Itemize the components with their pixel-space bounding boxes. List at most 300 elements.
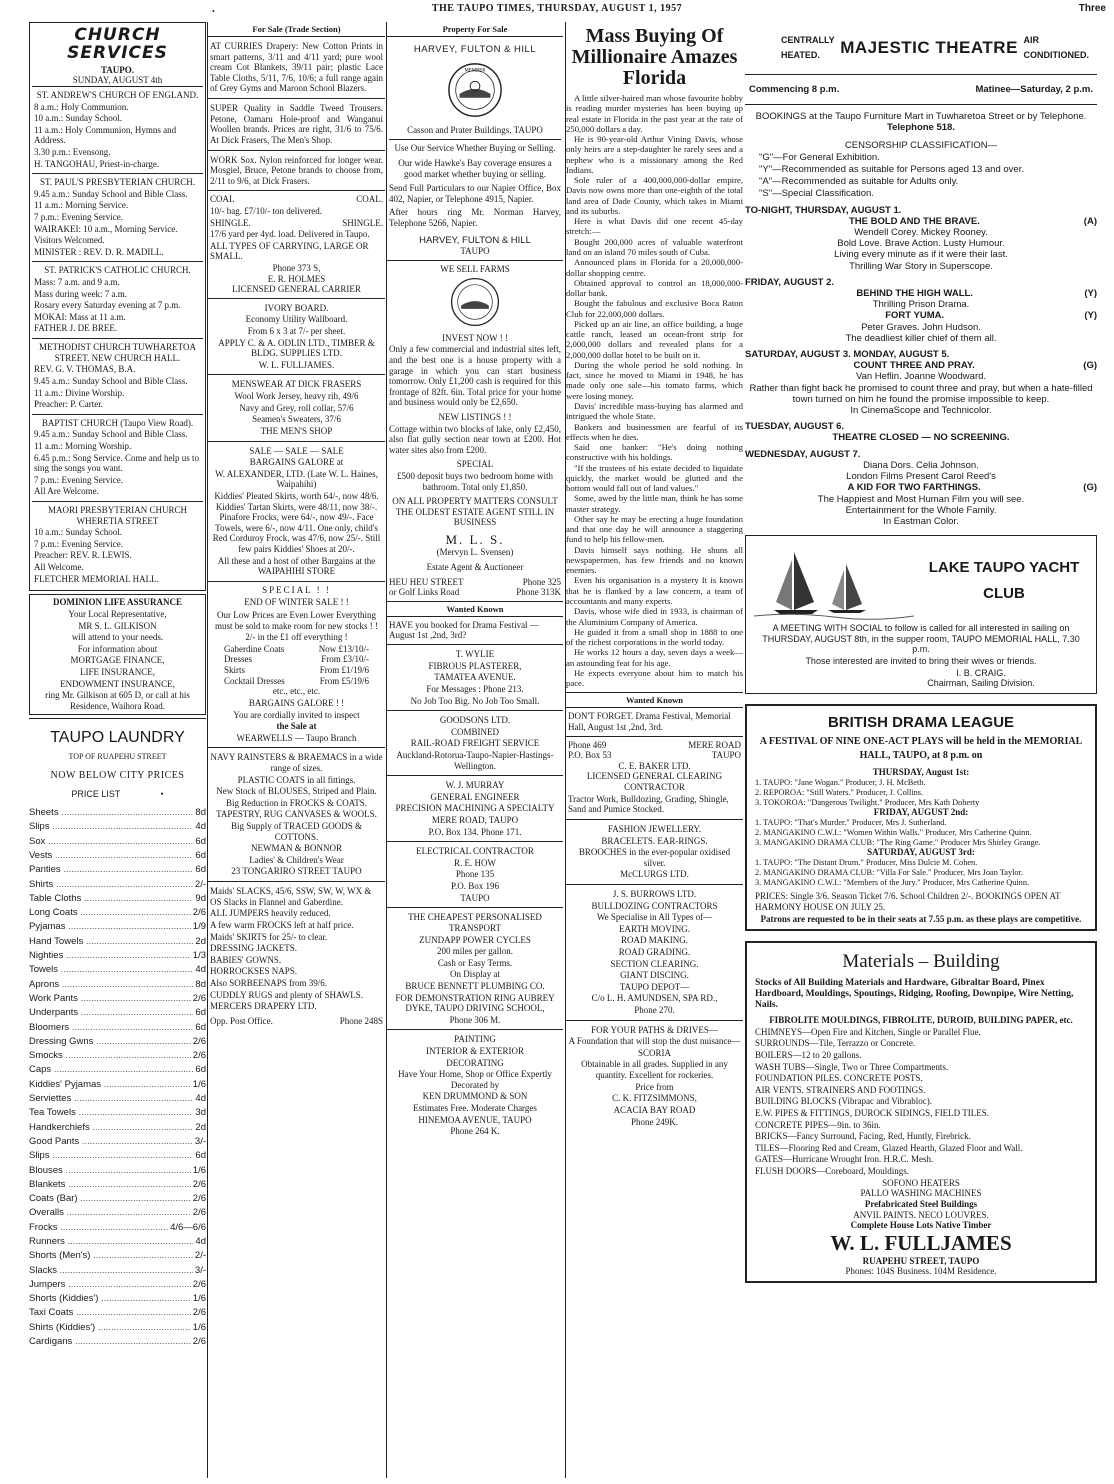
church-entry xyxy=(32,501,203,588)
burrows-line: ROAD GRADING. xyxy=(618,947,691,957)
materials-line: BUILDING BLOCKS (Vibrapac and Vibrabloc). xyxy=(755,1096,932,1107)
story-paragraph: Even his organisation is a mystery It is known that he is flanked by a law concern, a team of accountants and many experts. xyxy=(566,575,743,607)
yacht-titles xyxy=(920,559,1088,602)
hfh-coverage: Our wide Hawke's Bay coverage ensures a good market whether buying or selling. xyxy=(398,158,552,179)
film-line: Peter Graves. John Hudson. xyxy=(861,321,981,333)
price-row xyxy=(29,1021,206,1035)
price-value: 3/- xyxy=(193,1264,206,1278)
price-row xyxy=(29,1249,206,1263)
film-rating: (Y) xyxy=(1084,310,1097,322)
price-value: 4/6—6/6 xyxy=(168,1221,206,1235)
film-title-row xyxy=(745,432,1097,443)
property-header: Property For Sale xyxy=(387,22,563,37)
price-value: 1/6 xyxy=(191,1292,206,1306)
price-row xyxy=(29,835,206,849)
price-value: 6d xyxy=(193,1149,206,1163)
transport-line: THE CHEAPEST PERSONALISED TRANSPORT xyxy=(408,912,542,933)
british-drama-league-ad xyxy=(745,704,1097,931)
price-value: 6d xyxy=(193,863,206,877)
how-line: TAUPO xyxy=(460,892,490,903)
goodsons-line: RAIL-ROAD FREIGHT SERVICE xyxy=(410,738,540,749)
baker-name: C. E. BAKER LTD. xyxy=(618,760,691,771)
price-value: 2/6 xyxy=(191,1206,206,1220)
bookings-line: BOOKINGS at the Taupo Furniture Mart in Tuwharetoa Street or by Telephone. xyxy=(755,111,1087,123)
price-item: Work Pants ..... xyxy=(29,992,191,1006)
story-paragraph: Announced plans in Florida for a 20,000,000-dollar shopping centre. xyxy=(566,257,743,278)
baker-phone: Phone 469 xyxy=(568,739,607,750)
drama-reminder: DON'T FORGET. Drama Festival, Memorial Hall, August 1st ,2nd, 3rd. xyxy=(568,711,731,733)
yacht-header xyxy=(754,540,1088,622)
church-list xyxy=(32,86,203,588)
special-sub: END OF WINTER SALE ! ! xyxy=(244,597,349,608)
price-item: Dressing Gwns ..... xyxy=(29,1035,191,1049)
coal-label-right: COAL. xyxy=(356,194,383,205)
scoria-ad xyxy=(566,1020,743,1131)
how-ad xyxy=(387,841,563,907)
mercers-line: CUDDLY RUGS and plenty of SHAWLS. xyxy=(210,989,364,1000)
church-line: 6.45 p.m.: Song Service. Come and help us to sing the songs you want. xyxy=(34,452,199,474)
dominion-title: DOMINION LIFE ASSURANCE xyxy=(52,597,183,608)
price-item: Nighties ..... xyxy=(29,949,191,963)
film-rating: (A) xyxy=(1083,215,1097,227)
mercers-line: A few warm FROCKS left at half price. xyxy=(210,919,354,930)
materials-fibrolite: FIBROLITE MOULDINGS, FIBROLITE, DUROID, BUILDING PAPER, etc. xyxy=(769,1015,1073,1026)
church-name: ST. ANDREW'S CHURCH OF ENGLAND. xyxy=(36,89,199,100)
yacht-role: Chairman, Sailing Division. xyxy=(927,678,1035,689)
special-item-price: From £3/10/- xyxy=(321,654,369,665)
price-item: Tea Towels ..... xyxy=(29,1106,193,1120)
church-line: 7 p.m.: Evening Service. xyxy=(34,212,123,222)
story-paragraph: Obtained approval to control an 18,000,000-dollar bank. xyxy=(566,277,743,299)
yacht-title-2: CLUB xyxy=(983,585,1025,603)
goodsons-line: Auckland-Rotorua-Taupo-Napier-Hastings-Wellington. xyxy=(396,749,554,771)
story-paragraph: Davis himself says nothing. He shuns all newspapermen, has few friends and no known enemies. xyxy=(566,544,743,576)
how-line: R. E. HOW xyxy=(454,857,496,868)
story-paragraph: He expects everyone about him to match his pace. xyxy=(566,667,743,689)
laundry-ad xyxy=(29,718,206,1349)
price-row xyxy=(29,849,206,863)
news-headline: Mass Buying Of Millionaire Amazes Florida xyxy=(571,25,738,89)
transport-line: ZUNDAPP POWER CYCLES xyxy=(419,934,531,945)
church-logo-text: CHURCH SERVICES xyxy=(67,25,168,63)
drama-play: 3. MANGAKINO C.W.I.: "Members of the Jury." Producer, Mrs Catherine Quinn. xyxy=(755,877,1030,887)
dominion-ad xyxy=(29,594,206,715)
church-line: FLETCHER MEMORIAL HALL. xyxy=(34,573,159,584)
price-value: 2/6 xyxy=(191,1335,206,1349)
baker-role: LICENSED GENERAL CLEARING CONTRACTOR xyxy=(586,771,723,793)
censor-list xyxy=(745,152,1097,200)
church-services-box xyxy=(29,22,206,591)
dominion-line: ring Mr. Gilkison at 605 D, or call at his Residence, Waihora Road. xyxy=(45,690,190,711)
scoria-line: Price from xyxy=(635,1081,674,1092)
special-item-price: From £5/19/6 xyxy=(319,675,369,686)
materials-line: FOUNDATION PILES. CONCRETE POSTS. xyxy=(755,1073,923,1084)
price-item: Coats (Bar) ..... xyxy=(29,1192,191,1206)
price-value: 2/6 xyxy=(191,1192,206,1206)
film-day xyxy=(745,277,1097,344)
church-line: Preacher: P. Carter. xyxy=(34,399,103,410)
masthead-title: THE TAUPO TIMES, THURSDAY, AUGUST 1, 1957 xyxy=(431,3,683,14)
drama-play: 2. MANGAKINO DRAMA CLUB: "Villa For Sale." Producer, Mrs Joan Taylor. xyxy=(755,867,1023,877)
dominion-line: MR S. L. GILKISON xyxy=(78,620,157,631)
painting-line: HINEMOA AVENUE, TAUPO xyxy=(418,1114,532,1125)
scoria-line: FOR YOUR PATHS & DRIVES— xyxy=(591,1024,718,1035)
mercers-line: BABIES' GOWNS. xyxy=(210,954,282,965)
drama-play-list xyxy=(755,858,1087,887)
story-paragraph: Sole ruler of a 400,000,000-dollar empire, Davis now owns more than one-eighth of the total land area of Dade County, which takes in Miami and its suburbs. xyxy=(566,175,743,216)
church-line: MINISTER : REV. D. R. MADILL. xyxy=(34,246,164,257)
church-name: BAPTIST CHURCH (Taupo View Road). xyxy=(41,417,194,428)
price-item: Underpants ..... xyxy=(29,1006,193,1020)
church-entry xyxy=(32,414,203,501)
price-row xyxy=(29,1149,206,1163)
ivory-board-ad xyxy=(208,298,385,375)
commencing-time: Commencing 8 p.m. xyxy=(749,84,840,95)
church-entry xyxy=(32,173,203,261)
mercers-address: Opp. Post Office. xyxy=(210,1015,273,1026)
hfh-service: Use Our Service Whether Buying or Selling. xyxy=(389,139,561,154)
fulljames-phones: Phones: 104S Business. 104M Residence. xyxy=(845,1266,997,1277)
jewellery-ad xyxy=(566,819,743,884)
censor-line: "Y"—Recommended as suitable for Persons aged 13 and over. xyxy=(759,164,1024,176)
price-row xyxy=(29,906,206,920)
majestic-right xyxy=(1023,35,1089,60)
price-value: 9d xyxy=(193,892,206,906)
church-line: Mass: 7 a.m. and 9 a.m. xyxy=(34,277,120,288)
burrows-line: We Specialise in All Types of— xyxy=(596,912,713,923)
story-paragraph: He is 90-year-old Arthur Vining Davis, whose only heirs are a step-daughter he rarely sees and a nephew who is a missionary among the Red Indians. xyxy=(566,134,743,175)
film-title-row xyxy=(745,310,1097,321)
column-news xyxy=(565,22,743,1478)
church-line: 7 p.m.: Evening Service. xyxy=(34,538,123,549)
price-row xyxy=(29,1092,206,1106)
drama-play: 3. MANGAKINO DRAMA CLUB: "The Ring Game." Producer Mrs Shirley Grange. xyxy=(755,837,1041,847)
painting-line: Phone 264 K. xyxy=(450,1126,500,1137)
church-line: 10 a.m.: Sunday School. xyxy=(34,113,122,124)
painting-line: DECORATING xyxy=(446,1057,504,1068)
price-value: 1/9 xyxy=(191,920,206,934)
price-value: 1/6 xyxy=(191,1321,206,1335)
trade-ad xyxy=(208,37,385,98)
majestic-centrally: CENTRALLY xyxy=(781,35,835,46)
film-rating: (G) xyxy=(1083,360,1097,372)
dominion-line: will attend to your needs. xyxy=(71,632,164,643)
materials-title: Materials – Building xyxy=(842,951,1000,973)
laundry-title: TAUPO LAUNDRY xyxy=(50,729,185,747)
price-row xyxy=(29,1106,206,1120)
murray-line: P.O. Box 134. Phone 171. xyxy=(428,826,522,837)
special-store: WEARWELLS — Taupo Branch xyxy=(236,732,357,743)
special-intro: Our Low Prices are Even Lower Everything must be sold to make room for new stocks ! ! xyxy=(215,610,378,631)
hfh-title-2: HARVEY, FULTON & HILL xyxy=(419,234,531,246)
yacht-signature: I. B. CRAIG. xyxy=(956,667,1006,678)
price-value: 2/6 xyxy=(191,1178,206,1192)
price-row xyxy=(29,1292,206,1306)
painting-line: Have Your Home, Shop or Office Expertly Decorated by xyxy=(398,1069,552,1090)
church-name: METHODIST CHURCH TUWHARETOA STREET. NEW CHURCH HALL. xyxy=(38,342,196,363)
trade-ad-text: SUPER Quality in Saddle Tweed Trousers. Petone, Oamaru Hole-proof and Wanganui Woollen brands. Prices are right, 31/6 to 75/6. At Dick Frasers, The Men's Shop. xyxy=(210,103,383,145)
price-item: Runners ..... xyxy=(29,1235,193,1249)
price-row xyxy=(29,806,206,820)
sale-line: Kiddies' Pleated Skirts, worth 64/-, now 48/6. Kiddies' Tartan Skirts, were 48/11, now 38/-. Pinafore Frocks, were 64/-, now 49/-. Face Towels, were 6/-, now 4/11. One only, child's Red Corduroy Frock, was 47/6, now 25/-. Still few pairs Kiddies' Shoes at 20/-. xyxy=(212,490,381,554)
burrows-line: SECTION CLEARING. xyxy=(610,958,699,969)
price-list-heading xyxy=(29,789,206,800)
church-line: 3.30 p.m.: Evensong. xyxy=(34,146,111,157)
story-paragraph: Other say he may be erecting a huge foundation and that one day he will announce a staggering fund to help his fellow-men. xyxy=(566,513,743,545)
newman-line: PLASTIC COATS in all fittings. xyxy=(237,774,356,785)
painting-line: INTERIOR & EXTERIOR xyxy=(426,1045,524,1056)
price-row xyxy=(29,1078,206,1092)
yacht-title-1: LAKE TAUPO YACHT xyxy=(928,559,1080,577)
church-services-logo xyxy=(32,25,203,65)
transport-line: FOR DEMONSTRATION RING AUBREY DYKE, TAUPO DRIVING SCHOOL, xyxy=(395,992,555,1014)
price-value: 2/6 xyxy=(191,906,206,920)
transport-ad xyxy=(387,907,563,1029)
price-item: Handkerchiefs ..... xyxy=(29,1121,193,1135)
price-row xyxy=(29,878,206,892)
price-row xyxy=(29,963,206,977)
bookings-phone: Telephone 518. xyxy=(887,122,955,134)
church-line: FATHER J. DE BREE. xyxy=(34,323,118,334)
price-value: 2/6 xyxy=(191,992,206,1006)
column-trade xyxy=(207,22,385,1478)
drama-intro: A FESTIVAL OF NINE ONE-ACT PLAYS will be held in the MEMORIAL HALL, TAUPO, at 8 p.m. on xyxy=(759,736,1083,762)
majestic-air: AIR xyxy=(1023,35,1039,46)
film-line: Rather than fight back he promised to count three and pray, but when a hate-filled town turned on him he found the promise impossible to keep. xyxy=(749,382,1093,405)
special-off: 2/- in the £1 off everything ! xyxy=(245,632,348,643)
price-list-bullet: • xyxy=(160,789,164,800)
materials-line: SURROUNDS—Tile, Terrazzo or Concrete. xyxy=(755,1038,916,1049)
dominion-line: Your Local Representative, xyxy=(68,608,167,619)
trade-ad xyxy=(208,98,385,149)
dominion-line: LIFE INSURANCE, xyxy=(79,666,155,677)
hfh-ad xyxy=(387,37,563,260)
mercers-line: HORROCKSES NAPS. xyxy=(210,966,298,977)
special-item-row xyxy=(224,644,369,655)
film-rating: (Y) xyxy=(1084,288,1097,300)
mercers-line: Also SORBEENAPS from 39/6. xyxy=(210,977,328,988)
newman-line: Ladies' & Children's Wear xyxy=(249,854,344,865)
sale-line: BARGAINS GALORE at xyxy=(249,457,344,468)
materials-lots: Complete House Lots Native Timber xyxy=(850,1220,992,1231)
materials-pallo: PALLO WASHING MACHINES xyxy=(860,1188,982,1199)
painting-line: KEN DRUMMOND & SON xyxy=(422,1091,528,1102)
wylie-line: No Job Too Big. No Job Too Small. xyxy=(410,695,540,706)
film-day-label: TO-NIGHT, THURSDAY, AUGUST 1. xyxy=(745,204,902,216)
price-row xyxy=(29,1335,206,1349)
church-entry xyxy=(32,86,203,173)
wearwells-special-ad xyxy=(208,581,385,748)
film-day xyxy=(745,421,1097,443)
wylie-line: TAMATEA AVENUE. xyxy=(434,672,516,683)
price-item: Shorts (Men's) ..... xyxy=(29,1249,193,1263)
consult-text: ON ALL PROPERTY MATTERS CONSULT THE OLDEST ESTATE AGENT STILL IN BUSINESS xyxy=(392,496,558,528)
church-line: Visitors Welcomed. xyxy=(34,235,105,246)
menswear-line: MENSWEAR AT DICK FRASERS xyxy=(231,379,362,390)
menswear-line: Navy and Grey, roll collar, 57/6 xyxy=(239,402,354,413)
church-line: REV. G. V. THOMAS, B.A. xyxy=(34,364,136,375)
scoria-line: Obtainable in all grades. Supplied in any quantity. Excellent for rockeries. xyxy=(581,1059,728,1081)
ivory-line: APPLY C. & A. ODLIN LTD., TIMBER & BLDG. SUPPLIES LTD. xyxy=(218,337,375,359)
church-line: 9.45 a.m.: Sunday School and Bible Class. xyxy=(34,429,188,440)
price-value: 4d xyxy=(193,1092,206,1106)
holmes-role: LICENSED GENERAL CARRIER xyxy=(232,284,361,295)
film-title: BEHIND THE HIGH WALL. xyxy=(856,288,973,300)
censor-title: CENSORSHIP CLASSIFICATION— xyxy=(844,139,998,151)
mercers-line: DRESSING JACKETS. xyxy=(210,943,298,954)
wanted-header: Wanted Known xyxy=(387,601,563,617)
holmes-phone: Phone 373 S, xyxy=(272,262,321,273)
film-day-label: TUESDAY, AUGUST 6. xyxy=(745,421,845,433)
price-item: Shirts ..... xyxy=(29,878,193,892)
price-row xyxy=(29,1178,206,1192)
baker-ad xyxy=(566,736,743,819)
ivory-line: IVORY BOARD. xyxy=(264,302,329,313)
price-row xyxy=(29,1321,206,1335)
baker-services: Tractor Work, Bulldozing, Grading, Shingle, Sand and Pumice Stocked. xyxy=(568,793,729,815)
film-day-label: SATURDAY, AUGUST 3. MONDAY, AUGUST 5. xyxy=(745,349,950,361)
trade-ad-text: AT CURRIES Drapery: New Cotton Prints in smart patterns, 3/11 and 4/11 yard; pure wool cream Cot Blankets, 39/11 pair; plastic Lace Table Cloths, 5/11, 7/6, 10/6; a full range again of Grey Gyms and Maroon School Blazers. xyxy=(210,41,383,94)
price-row xyxy=(29,820,206,834)
burrows-line: C/o L. H. AMUNDSEN, SPA RD., xyxy=(591,993,718,1004)
bookings-text xyxy=(745,111,1097,133)
story-paragraph: Picked up an air line, an office building, a huge cattle ranch, leased an ocean-front strip for 2,000,000 dollars and revealed plans for a 2,000,000 dollar hotel to be built on it. xyxy=(566,318,743,360)
scoria-line: A Foundation that will stop the dust nuisance— xyxy=(568,1036,741,1047)
price-value: 8d xyxy=(193,806,206,820)
baker-town: TAUPO xyxy=(711,750,741,761)
majestic-times xyxy=(745,74,1097,105)
church-entry xyxy=(32,261,203,338)
special-title: SPECIAL xyxy=(456,459,494,470)
majestic-conditioned: CONDITIONED. xyxy=(1023,50,1089,60)
price-value: 6d xyxy=(193,1021,206,1035)
newman-line: 23 TONGARIRO STREET TAUPO xyxy=(231,866,362,877)
transport-line: BRUCE BENNETT PLUMBING CO. xyxy=(405,980,545,991)
materials-line: FLUSH DOORS—Coreboard, Mouldings. xyxy=(755,1166,910,1177)
film-title: THEATRE CLOSED — NO SCREENING. xyxy=(832,432,1010,444)
price-value: 4d xyxy=(193,963,206,977)
price-item: Blouses ..... xyxy=(29,1164,191,1178)
price-item: Panties ..... xyxy=(29,863,193,877)
price-item: Overalls ..... xyxy=(29,1206,191,1220)
trade-ad-text: WORK Sox. Nylon reinforced for longer wear. Mosgiel, Bruce, Petone brands to choose from, 2/11 to 9/6, at Dick Frasers. xyxy=(210,154,383,186)
materials-anvil: ANVIL PAINTS. NECO LOUVRES. xyxy=(853,1209,989,1220)
wylie-line: T. WYLIE xyxy=(455,649,495,660)
newman-line: New Stock of BLOUSES, Striped and Plain. xyxy=(216,786,377,797)
jewellery-line: FASHION JEWELLERY. xyxy=(607,823,702,834)
film-line: Van Heflin. Joanne Woodward. xyxy=(855,371,987,383)
church-date: SUNDAY, AUGUST 4th xyxy=(72,75,163,86)
invest-text: Only a few commercial and industrial sites left, and the best one is a house property with a garage in which you can start business tomorrow. Only £1,200 cash is required for this frontage of 82ft. 6in. Total price for your home and business would only be £2,650. xyxy=(389,344,561,408)
film-list xyxy=(745,205,1097,527)
price-item: Shirts (Kiddies') ..... xyxy=(29,1321,191,1335)
price-item: Vests ..... xyxy=(29,849,193,863)
film-line: The deadliest killer chief of them all. xyxy=(845,332,997,344)
listings-text: Cottage within two blocks of lake, only £2,450, also flat gully section near town at £200. Hot water sites also from £200. xyxy=(389,423,561,455)
price-list-title: PRICE LIST xyxy=(71,789,121,800)
ivory-line: From 6 x 3 at 7/- per sheet. xyxy=(247,326,346,337)
church-line: All Are Welcome. xyxy=(34,486,99,497)
alexander-sale-ad xyxy=(208,441,385,581)
story-paragraph: Bought 200,000 acres of valuable waterfront land on an island 70 miles south of Cuba. xyxy=(566,236,743,257)
column-entertainment xyxy=(745,22,1097,1478)
church-line: H. TANGOHAU, Priest-in-charge. xyxy=(34,158,160,169)
majestic-theatre-ad xyxy=(745,22,1097,527)
burrows-line: BULLDOZING CONTRACTORS xyxy=(591,900,718,911)
jewellery-line: BRACELETS. EAR-RINGS. xyxy=(601,835,708,846)
price-value: 8d xyxy=(193,978,206,992)
film-day xyxy=(745,349,1097,416)
murray-line: MERE ROAD, TAUPO xyxy=(431,815,519,826)
fulljames-street: RUAPEHU STREET, TAUPO xyxy=(862,1255,980,1266)
film-pre-line: Diana Dors. Celia Johnson. xyxy=(863,459,979,471)
price-value: 6d xyxy=(193,1006,206,1020)
price-row xyxy=(29,992,206,1006)
price-item: Blankets ..... xyxy=(29,1178,191,1192)
film-line: Wendell Corey. Mickey Rooney. xyxy=(854,227,988,239)
church-line: All Welcome. xyxy=(34,562,84,573)
price-item: Pyjamas ..... xyxy=(29,920,191,934)
laundry-address: TOP OF RUAPEHU STREET xyxy=(68,752,167,762)
yacht-club-ad xyxy=(745,535,1097,694)
film-rating: (G) xyxy=(1083,482,1097,494)
menswear-ad xyxy=(208,374,385,440)
newman-line: NEWMAN & BONNOR xyxy=(251,843,342,854)
film-day-label: WEDNESDAY, AUGUST 7. xyxy=(745,448,861,460)
hfh-title: HARVEY, FULTON & HILL xyxy=(413,44,537,56)
film-line: Bold Love. Brave Action. Lusty Humour. xyxy=(837,238,1005,250)
church-name: ST. PAUL'S PRESBYTERIAN CHURCH. xyxy=(40,177,195,188)
dominion-line: MORTGAGE FINANCE, xyxy=(70,655,165,666)
price-row xyxy=(29,1192,206,1206)
price-value: 2/6 xyxy=(191,1049,206,1063)
film-line: The Happiest and Most Human Film you will see. xyxy=(817,493,1025,505)
masthead xyxy=(0,3,1114,19)
price-row xyxy=(29,1306,206,1320)
price-value: 2/- xyxy=(193,878,206,892)
censor-line: "S"—Special Classification. xyxy=(759,188,874,200)
price-item: Caps ..... xyxy=(29,1063,193,1077)
trade-ad xyxy=(208,150,385,191)
price-value: 2/- xyxy=(193,1249,206,1263)
special-invite: You are cordially invited to inspect xyxy=(233,709,360,720)
materials-line: AIR VENTS. STRAINERS AND FOOTINGS. xyxy=(755,1084,926,1095)
price-item: Kiddies' Pyjamas ..... xyxy=(29,1078,191,1092)
story-paragraph: He works 12 hours a day, seven days a week—an astounding feat for his age. xyxy=(566,647,743,668)
transport-line: 200 miles per gallon. xyxy=(437,946,513,957)
ivory-line: W. L. FULLJAMES. xyxy=(258,359,335,370)
price-value: 2/6 xyxy=(191,1278,206,1292)
church-line: WAIRAKEI: 10 a.m., Morning Service. xyxy=(34,223,178,234)
film-title-row xyxy=(745,360,1097,371)
painting-line: PAINTING xyxy=(454,1034,496,1045)
drama-night-label: SATURDAY, AUGUST 3rd: xyxy=(867,847,975,858)
drama-night-label: THURSDAY, August 1st: xyxy=(872,767,970,778)
price-value: 6d xyxy=(193,1063,206,1077)
price-item: Aprons ..... xyxy=(29,978,193,992)
film-title: A KID FOR TWO FARTHINGS. xyxy=(847,482,981,494)
special-item-price: From £1/19/6 xyxy=(319,665,369,676)
mls-phone: Phone 325 xyxy=(522,576,561,587)
farms-title: WE SELL FARMS xyxy=(440,263,510,274)
newman-line: Big Reduction in FROCKS & COATS. xyxy=(225,797,368,808)
fulljames-name: W. L. FULLJAMES xyxy=(830,1230,1012,1255)
price-value: 1/6 xyxy=(191,1078,206,1092)
special-sale: the Sale at xyxy=(276,721,317,732)
price-item: Table Cloths ..... xyxy=(29,892,193,906)
film-line: Living every minute as if it were their last. xyxy=(834,249,1008,261)
drama-play: 1. TAUPO: "Jane Wogan." Producer, J. H. McBeth. xyxy=(755,778,926,788)
